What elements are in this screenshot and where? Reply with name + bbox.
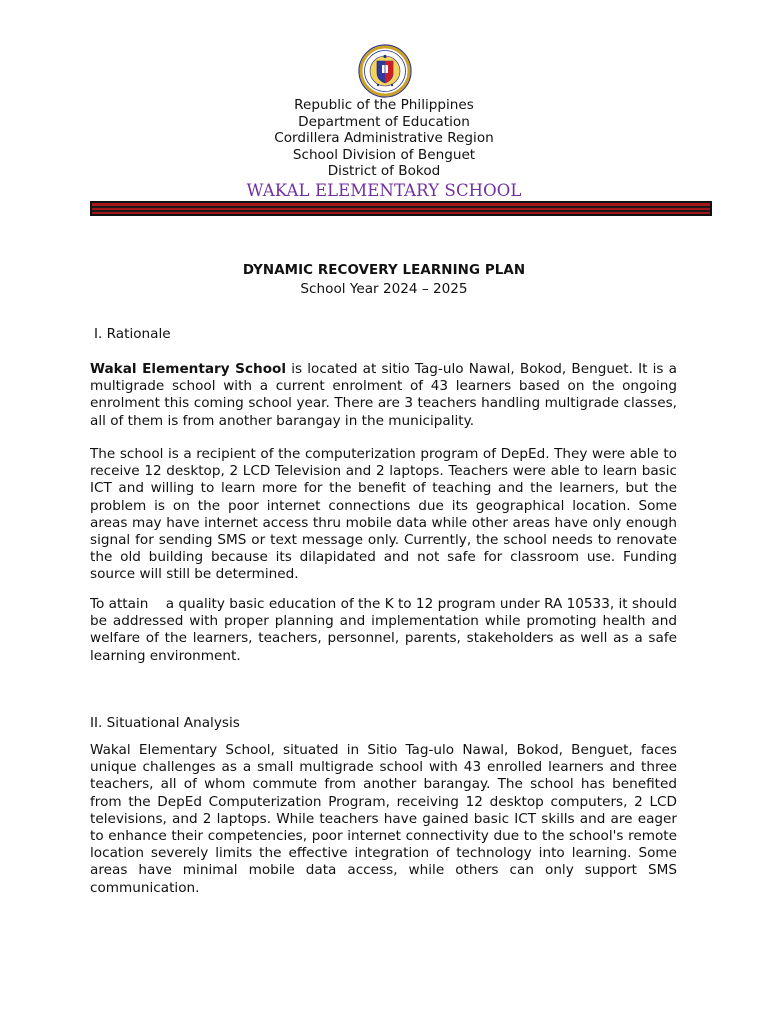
header-line-division: School Division of Benguet: [292, 146, 476, 163]
divider-stripe: [92, 210, 710, 212]
header-divider: [90, 201, 712, 216]
header-line-department: Department of Education: [298, 113, 470, 130]
rationale-paragraph-1-text: is located at sitio Tag-ulo Nawal, Bokod, Benguet. It is a multigrade school with a current enrolment of 43 learners based on the ongoing enrolment this coming school year. There are 3 teachers handling multigrade classes, all of them is from another barangay in the municipality.: [90, 361, 677, 429]
rationale-paragraph-3: To attain a quality basic education of the K to 12 program under RA 10533, it should be addressed with proper planning and implementation while promoting health and welfare of the learners, teachers, personnel, parents, stakeholders as well as a safe learning environment.: [90, 596, 682, 664]
school-year: School Year 2024 – 2025: [300, 281, 468, 297]
header-line-district: District of Bokod: [327, 163, 441, 180]
rationale-paragraph-1: [90, 361, 677, 430]
rationale-paragraph-2: The school is a recipient of the computerization program of DepEd. They were able to receive 12 desktop, 2 LCD Television and 2 laptops. Teachers were able to learn basic ICT and willing to learn more for the benefit of teaching and the learners, but the problem is on the poor internet connections due its geographical location. Some areas may have internet access thru mobile data while other areas have only enough signal for sending SMS or text message only. Currently, the school needs to renovate the old building because its dilapidated and not safe for classroom use. Funding source will still be determined.: [90, 446, 677, 583]
deped-seal-icon: [354, 44, 416, 98]
situational-analysis-paragraph: Wakal Elementary School, situated in Sitio Tag-ulo Nawal, Bokod, Benguet, faces unique challenges as a small multigrade school with 43 enrolled learners and three teachers, all of whom commute from another barangay. The school has benefited from the DepEd Computerization Program, receiving 12 desktop computers, 2 LCD televisions, and 2 laptops. While teachers have gained basic ICT skills and are eager to enhance their competencies, poor internet connectivity due to the school's remote location severely limits the effective integration of technology into learning. Some areas have minimal mobile data access, while others can only support SMS communication.: [90, 742, 677, 896]
section-heading-situational-analysis: II. Situational Analysis: [90, 715, 240, 731]
school-name-bold: Wakal Elementary School: [90, 361, 287, 377]
section-heading-rationale: I. Rationale: [94, 326, 171, 342]
agency-header: [0, 97, 768, 180]
header-line-region: Cordillera Administrative Region: [274, 130, 494, 147]
plan-title: DYNAMIC RECOVERY LEARNING PLAN: [242, 263, 526, 278]
header-line-republic: Republic of the Philippines: [294, 97, 474, 113]
school-name: WAKAL ELEMENTARY SCHOOL: [246, 181, 522, 200]
divider-stripe: [92, 206, 710, 208]
